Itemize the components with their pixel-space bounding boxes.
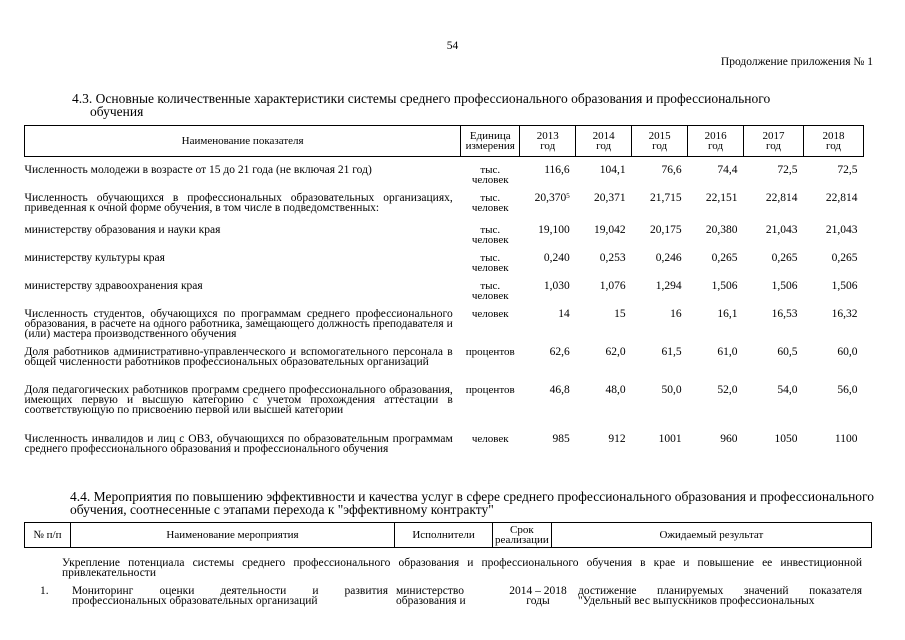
row-value: 19,100 <box>538 224 570 236</box>
row-value: 20,175 <box>649 224 682 236</box>
row-value: 16,1 <box>717 308 738 320</box>
row-value: 0,265 <box>711 252 738 264</box>
row-value: 15 <box>614 308 626 320</box>
header-name: Наименование показателя <box>25 126 461 157</box>
table-row <box>25 309 864 347</box>
row-value: 0,265 <box>831 252 858 264</box>
header-executors: Исполнители <box>395 523 493 548</box>
row-value: 0,240 <box>543 252 570 264</box>
row-value: 22,151 <box>705 192 738 204</box>
row-value: 22,814 <box>825 192 858 204</box>
row-value: 61,5 <box>661 346 682 358</box>
row-unit: человек <box>471 308 509 320</box>
row-name: Численность инвалидов и лиц с ОВЗ, обучающихся по образовательным программам среднего профессионального образования и профессионального обучения <box>24 433 453 455</box>
header-term: Срок реализации <box>493 523 552 548</box>
row-value: 1001 <box>658 433 682 445</box>
header-unit: Единица измерения <box>461 126 520 157</box>
row-unit: человек <box>471 433 509 445</box>
row-name: министерству образования и науки края <box>24 224 221 236</box>
header-result: Ожидаемый результат <box>551 523 871 548</box>
table-row <box>25 185 864 225</box>
section-4-3-title-line2: обучения <box>90 104 144 119</box>
measure-row-term: 2014 – 2018 годы <box>509 585 567 607</box>
table-row <box>25 225 864 253</box>
row-value: 72,5 <box>837 164 858 176</box>
row-value: 1,030 <box>543 280 570 292</box>
row-value: 1,294 <box>655 280 682 292</box>
row-unit: тыс. человек <box>471 164 509 186</box>
row-name: министерству здравоохранения края <box>24 280 203 292</box>
indicators-header-row <box>25 126 864 157</box>
section-4-4-title: 4.4. Мероприятия по повышению эффективности и качества услуг в сфере среднего профессионального образования и профессионального обучения, соотнесенные с этапами перехода к "эффективному контракту" <box>70 489 874 517</box>
row-value: 16 <box>670 308 682 320</box>
row-value: 19,042 <box>594 224 626 236</box>
row-value: 1,506 <box>831 280 858 292</box>
table-row <box>25 253 864 281</box>
row-value: 20,370$^5$ <box>534 192 570 204</box>
row-value: 0,265 <box>771 252 798 264</box>
row-value: 14 <box>558 308 570 320</box>
row-value: 60,0 <box>837 346 858 358</box>
row-value: 62,0 <box>605 346 626 358</box>
row-value: 54,0 <box>777 384 798 396</box>
header-year: 2015 год <box>632 126 688 157</box>
header-year: 2014 год <box>576 126 632 157</box>
row-value: 72,5 <box>777 164 798 176</box>
table-row <box>25 434 864 470</box>
header-year: 2016 год <box>688 126 744 157</box>
row-value: 21,043 <box>765 224 798 236</box>
row-value: 22,814 <box>765 192 798 204</box>
row-value: 62,6 <box>549 346 570 358</box>
row-value: 52,0 <box>717 384 738 396</box>
row-unit: процентов <box>465 346 515 358</box>
header-year: 2018 год <box>803 126 863 157</box>
row-value: 21,043 <box>825 224 858 236</box>
row-value: 16,53 <box>771 308 798 320</box>
row-name: Доля работников административно-управленческого и вспомогательного персонала в общей численности работников профессиональных образовательных организаций <box>24 346 453 368</box>
continuation-label: Продолжение приложения № 1 <box>720 56 873 68</box>
row-unit: процентов <box>465 384 515 396</box>
row-value: 1,506 <box>771 280 798 292</box>
table-row <box>25 157 864 186</box>
row-value: 48,0 <box>605 384 626 396</box>
row-name: министерству культуры края <box>24 252 165 264</box>
section-4-3-heading <box>72 92 862 118</box>
row-name: Численность обучающихся в профессиональных образовательных организациях, приведенная к очной форме обучения, в том числе в подведомственных: <box>24 192 453 214</box>
table-row <box>25 281 864 309</box>
row-value: 0,253 <box>599 252 626 264</box>
row-value: 20,371 <box>594 192 626 204</box>
row-value: 21,715 <box>649 192 682 204</box>
measure-row-result: достижение планируемых значений показателя "Удельный вес выпускников профессиональных <box>578 585 862 607</box>
footnote-marker: 5 <box>566 192 570 200</box>
row-value: 74,4 <box>717 164 738 176</box>
row-value: 116,6 <box>544 164 570 176</box>
measures-header-row <box>25 523 872 548</box>
row-value: 0,246 <box>655 252 682 264</box>
measure-row-num: 1. <box>40 585 49 597</box>
measures-table <box>24 522 872 548</box>
measure-row-name: Мониторинг оценки деятельности и развития профессиональных образовательных организаций <box>72 585 388 607</box>
row-value: 46,8 <box>549 384 570 396</box>
row-name: Доля педагогических работников программ среднего профессионального образования, имеющих первую и высшую категорию с учетом прохождения аттестации в соответствующую по присвоению первой или высшей категории <box>24 384 453 416</box>
row-unit: тыс. человек <box>471 224 509 246</box>
row-value: 61,0 <box>717 346 738 358</box>
section-4-3-title-line1: 4.3. Основные количественные характеристики системы среднего профессионального образования и профессионального <box>72 91 771 106</box>
row-value: 50,0 <box>661 384 682 396</box>
row-name: Численность молодежи в возрасте от 15 до 21 года (не включая 21 год) <box>24 164 372 176</box>
header-year: 2017 год <box>744 126 804 157</box>
row-value: 912 <box>608 433 626 445</box>
row-unit: тыс. человек <box>471 252 509 274</box>
row-value: 104,1 <box>599 164 626 176</box>
row-value: 985 <box>552 433 570 445</box>
row-unit: тыс. человек <box>471 280 509 302</box>
row-value: 20,380 <box>705 224 738 236</box>
row-value: 1,076 <box>599 280 626 292</box>
row-value: 960 <box>720 433 738 445</box>
row-value: 1050 <box>774 433 798 445</box>
row-value: 1100 <box>834 433 858 445</box>
measures-section-title: Укрепление потенциала системы среднего профессионального образования и профессионального обучения в крае и повышение ее инвестиционной привлекательности <box>62 557 862 579</box>
row-value: 56,0 <box>837 384 858 396</box>
row-unit: тыс. человек <box>471 192 509 214</box>
header-num: № п/п <box>25 523 71 548</box>
header-year: 2013 год <box>520 126 576 157</box>
row-value: 76,6 <box>661 164 682 176</box>
row-value: 60,5 <box>777 346 798 358</box>
row-name: Численность студентов, обучающихся по программам среднего профессионального образования, в расчете на одного работника, замещающего должность преподавателя и (или) мастера производственного обучения <box>24 308 453 340</box>
measure-row-executor: министерство образования и <box>396 585 466 607</box>
table-row <box>25 385 864 434</box>
section-4-4-heading <box>64 490 874 516</box>
row-value: 16,32 <box>831 308 858 320</box>
page-number: 54 <box>446 40 459 52</box>
header-measure-name: Наименование мероприятия <box>70 523 394 548</box>
indicators-table <box>24 125 864 470</box>
row-value: 1,506 <box>711 280 738 292</box>
table-row <box>25 347 864 385</box>
